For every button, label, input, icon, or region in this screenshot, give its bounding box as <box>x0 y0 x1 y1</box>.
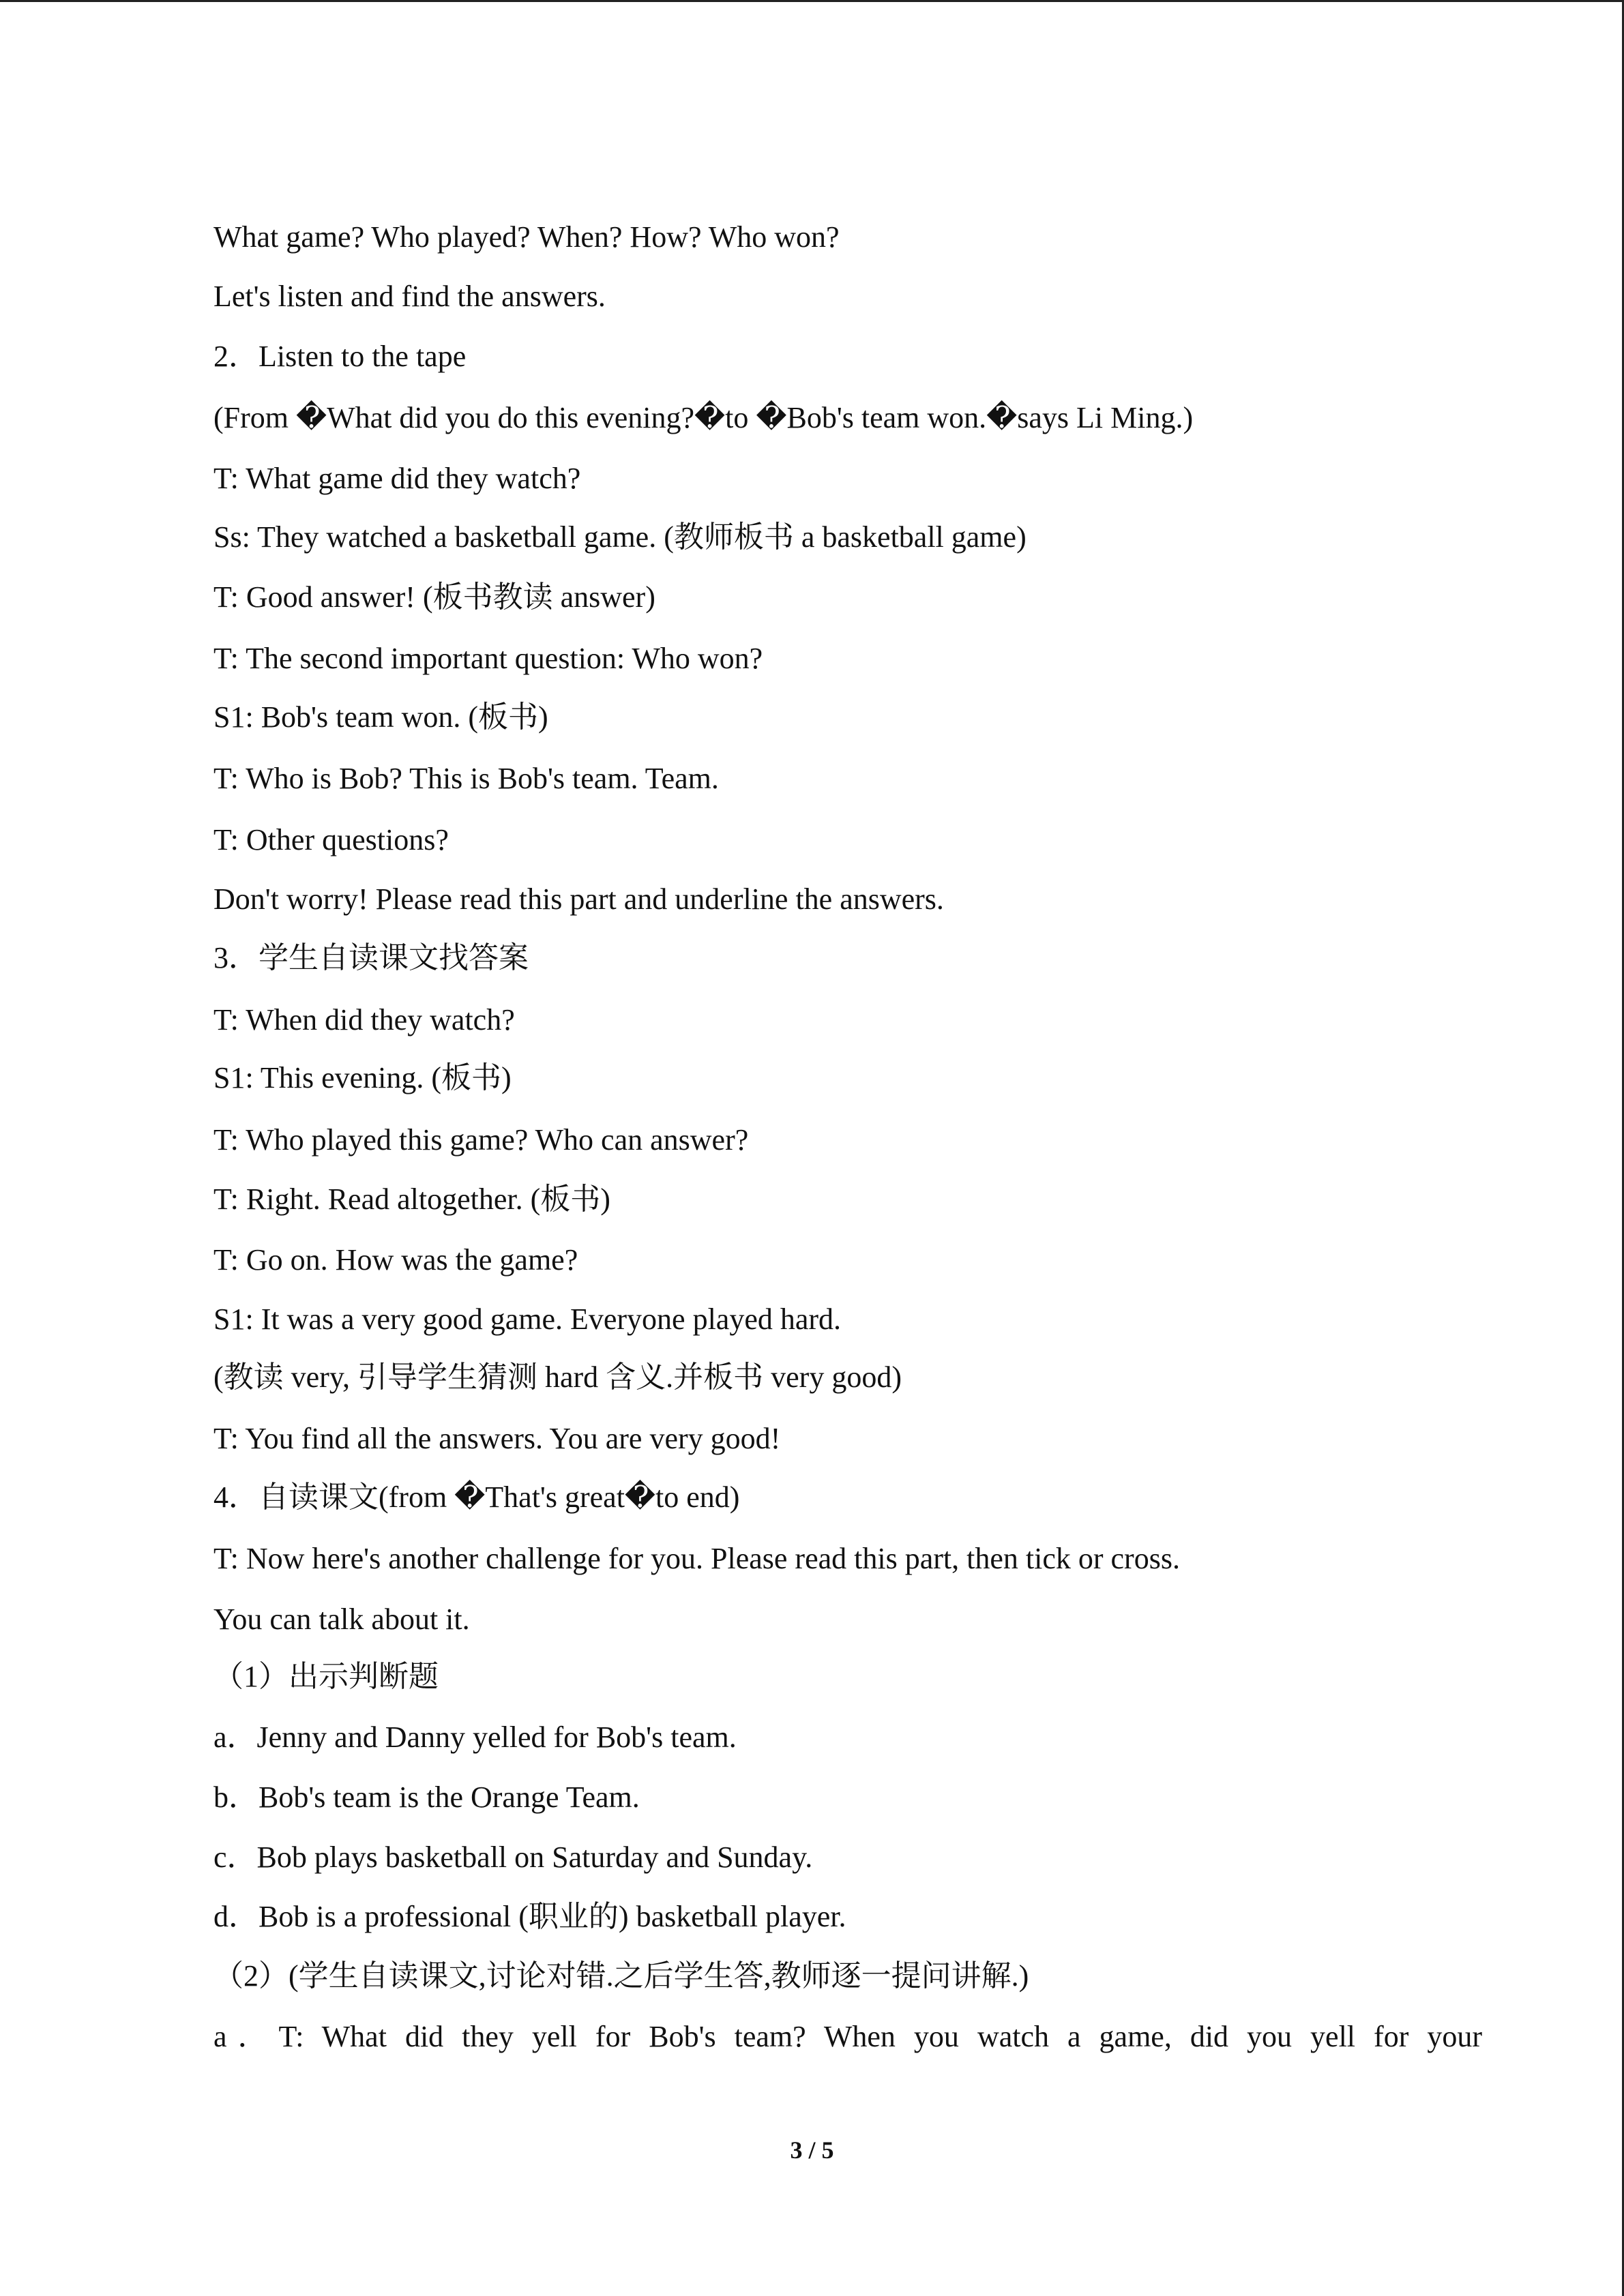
text-line: T: Other questions? <box>213 823 449 856</box>
text-line: T: Now here's another challenge for you. Please read this part, then tick or cross. <box>213 1542 1180 1575</box>
section-heading: 2．Listen to the tape <box>213 340 467 373</box>
text-line: You can talk about it. <box>213 1602 470 1636</box>
list-item: d．Bob is a professional (职业的) basketball player. <box>213 1900 846 1933</box>
text-line: T: When did they watch? <box>213 1003 515 1037</box>
text-line: T: Right. Read altogether. (板书) <box>213 1182 610 1216</box>
text-line: T: You find all the answers. You are very good! <box>213 1422 781 1455</box>
text-line: T: The second important question: Who won? <box>213 642 763 675</box>
text-line: S1: It was a very good game. Everyone played hard. <box>213 1302 842 1336</box>
section-heading: 4．自读课文(from �That's great�to end) <box>213 1480 740 1514</box>
list-item: a．Jenny and Danny yelled for Bob's team. <box>213 1720 737 1754</box>
section-heading: 3．学生自读课文找答案 <box>213 941 529 974</box>
text-line: T: Who is Bob? This is Bob's team. Team. <box>213 762 719 795</box>
text-line: S1: Bob's team won. (板书) <box>213 700 548 734</box>
text-line: T: What game did they watch? <box>213 462 581 495</box>
text-line: T: Who played this game? Who can answer? <box>213 1123 749 1157</box>
list-item: a．T: What did they yell for Bob's team? When you watch a game, did you yell for your <box>213 2020 1482 2053</box>
page-number: 3 / 5 <box>790 2136 834 2164</box>
text-line: Don't worry! Please read this part and underline the answers. <box>213 882 944 916</box>
list-item: b．Bob's team is the Orange Team. <box>213 1780 640 1814</box>
text-line: T: Go on. How was the game? <box>213 1243 578 1277</box>
subsection-heading: （1）出示判断题 <box>213 1660 439 1693</box>
list-item: c．Bob plays basketball on Saturday and Sunday. <box>213 1840 813 1874</box>
text-line: S1: This evening. (板书) <box>213 1061 512 1094</box>
text-line: What game? Who played? When? How? Who won? <box>213 220 840 254</box>
text-line: (From �What did you do this evening?�to �Bob's team won.�says Li Ming.) <box>213 401 1194 434</box>
text-line: T: Good answer! (板书教读 answer) <box>213 580 655 614</box>
subsection-heading: （2）(学生自读课文,讨论对错.之后学生答,教师逐一提问讲解.) <box>213 1959 1029 1993</box>
text-line: Ss: They watched a basketball game. (教师板书 a basketball game) <box>213 520 1027 554</box>
text-line: (教读 very, 引导学生猜测 hard 含义.并板书 very good) <box>213 1360 902 1394</box>
text-line: Let's listen and find the answers. <box>213 280 606 313</box>
